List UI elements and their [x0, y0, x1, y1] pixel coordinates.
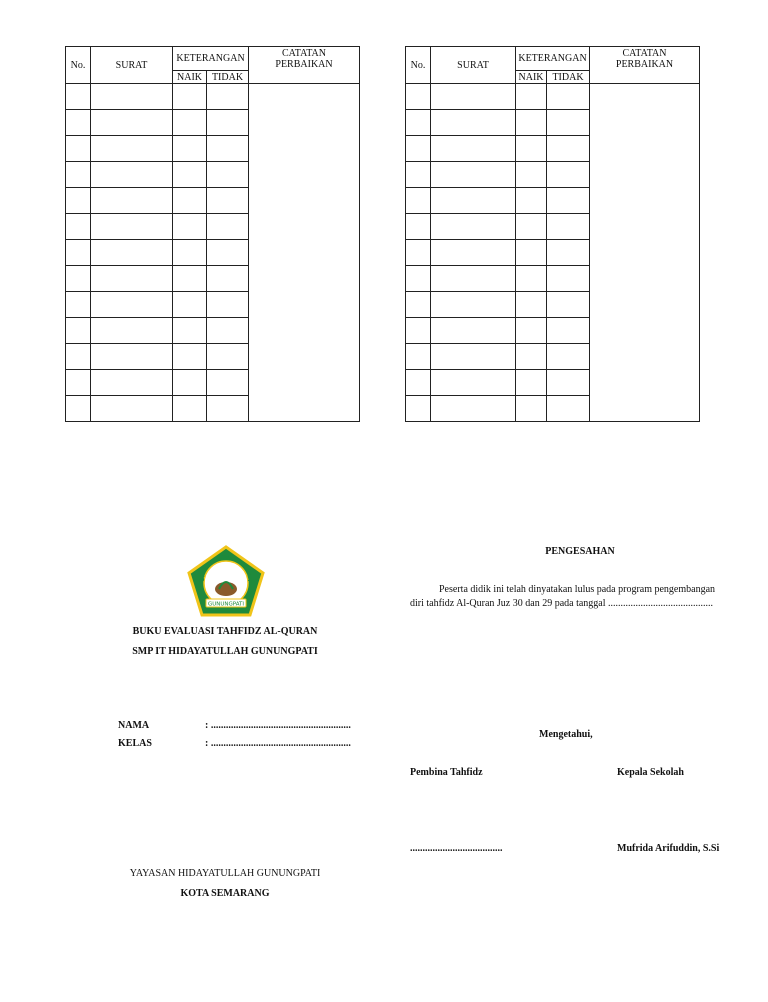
cell-naik[interactable]: [516, 370, 547, 396]
cell-naik[interactable]: [516, 266, 547, 292]
cell-tidak[interactable]: [207, 344, 249, 370]
cell-surat[interactable]: [91, 162, 173, 188]
header-tidak: TIDAK: [207, 71, 249, 84]
footer-line1: YAYASAN HIDAYATULLAH GUNUNGPATI: [129, 868, 321, 879]
cell-tidak[interactable]: [547, 292, 590, 318]
table-row: [406, 84, 700, 110]
logo-text-bottom: GUNUNGPATI: [207, 601, 245, 608]
cell-naik[interactable]: [516, 214, 547, 240]
cell-surat[interactable]: [431, 344, 516, 370]
cell-surat[interactable]: [431, 110, 516, 136]
cell-no[interactable]: [66, 396, 91, 422]
cover-title-line1: BUKU EVALUASI TAHFIDZ AL-QURAN: [132, 626, 318, 637]
cell-surat[interactable]: [91, 370, 173, 396]
cell-tidak[interactable]: [207, 292, 249, 318]
logo-text-top: SMP IT HIDAYATULLAH: [199, 554, 253, 582]
footer-line2: KOTA SEMARANG: [180, 888, 270, 899]
cell-no[interactable]: [406, 292, 431, 318]
cell-surat[interactable]: [431, 396, 516, 422]
cell-tidak[interactable]: [547, 188, 590, 214]
kelas-label: KELAS: [118, 738, 152, 749]
cell-no[interactable]: [406, 110, 431, 136]
header-naik: NAIK: [173, 71, 207, 84]
pengesahan-body-line2: diri tahfidz Al-Quran Juz 30 dan 29 pada tanggal ..........................................: [410, 598, 713, 609]
cover-title-line2: SMP IT HIDAYATULLAH GUNUNGPATI: [132, 646, 318, 657]
cell-naik[interactable]: [173, 266, 207, 292]
cell-tidak[interactable]: [207, 110, 249, 136]
cell-tidak[interactable]: [547, 214, 590, 240]
cell-no[interactable]: [406, 344, 431, 370]
cell-tidak[interactable]: [547, 84, 590, 110]
cell-naik[interactable]: [516, 110, 547, 136]
cell-naik[interactable]: [516, 344, 547, 370]
cell-surat[interactable]: [91, 292, 173, 318]
cell-naik[interactable]: [173, 292, 207, 318]
cell-tidak[interactable]: [207, 214, 249, 240]
header-keterangan: KETERANGAN: [173, 47, 249, 71]
cell-tidak[interactable]: [207, 240, 249, 266]
table-row: [66, 84, 360, 110]
cell-surat[interactable]: [431, 266, 516, 292]
cell-no[interactable]: [66, 214, 91, 240]
cell-no[interactable]: [66, 84, 91, 110]
cell-no[interactable]: [406, 240, 431, 266]
cell-naik[interactable]: [516, 396, 547, 422]
kepala-label: Kepala Sekolah: [617, 767, 684, 778]
header-catatan-line2: PERBAIKAN: [275, 59, 333, 70]
cell-tidak[interactable]: [547, 136, 590, 162]
cell-surat[interactable]: [431, 84, 516, 110]
pembina-signature-line[interactable]: .....................................: [410, 843, 503, 854]
cell-naik[interactable]: [516, 162, 547, 188]
cell-surat[interactable]: [431, 214, 516, 240]
cell-surat[interactable]: [431, 136, 516, 162]
kepala-name: Mufrida Arifuddin, S.Si: [617, 843, 720, 854]
cell-naik[interactable]: [173, 84, 207, 110]
evaluation-table-left: [65, 46, 360, 422]
cell-tidak[interactable]: [207, 162, 249, 188]
mengetahui-label: Mengetahui,: [539, 729, 593, 740]
cell-naik[interactable]: [516, 84, 547, 110]
header-no: No.: [66, 47, 91, 84]
cell-tidak[interactable]: [547, 344, 590, 370]
header-catatan-line1: CATATAN: [622, 48, 667, 59]
cell-tidak[interactable]: [547, 396, 590, 422]
cell-tidak[interactable]: [207, 396, 249, 422]
logo-emblem: [215, 582, 237, 596]
cell-surat[interactable]: [91, 188, 173, 214]
cell-tidak[interactable]: [207, 370, 249, 396]
cell-naik[interactable]: [173, 318, 207, 344]
cell-tidak[interactable]: [547, 266, 590, 292]
cell-no[interactable]: [406, 188, 431, 214]
pengesahan-body-line1: Peserta didik ini telah dinyatakan lulus pada program pengembangan: [439, 584, 716, 595]
cell-no[interactable]: [66, 318, 91, 344]
cell-tidak[interactable]: [207, 84, 249, 110]
cell-no[interactable]: [406, 84, 431, 110]
cell-surat[interactable]: [431, 240, 516, 266]
cell-no[interactable]: [66, 162, 91, 188]
cell-tidak[interactable]: [547, 240, 590, 266]
cell-surat[interactable]: [91, 84, 173, 110]
cell-surat[interactable]: [91, 344, 173, 370]
header-catatan: [249, 47, 360, 84]
pembina-label: Pembina Tahfidz: [410, 767, 483, 778]
cell-no[interactable]: [406, 214, 431, 240]
cell-tidak[interactable]: [547, 110, 590, 136]
header-catatan: [590, 47, 700, 84]
cell-naik[interactable]: [173, 344, 207, 370]
cell-no[interactable]: [406, 318, 431, 344]
header-catatan-line2: PERBAIKAN: [615, 59, 674, 70]
cell-naik[interactable]: [516, 240, 547, 266]
cell-no[interactable]: [406, 370, 431, 396]
cell-tidak[interactable]: [207, 318, 249, 344]
cell-surat[interactable]: [91, 214, 173, 240]
cell-naik[interactable]: [516, 136, 547, 162]
cell-no[interactable]: [406, 162, 431, 188]
cell-tidak[interactable]: [547, 162, 590, 188]
cell-naik[interactable]: [516, 292, 547, 318]
cell-tidak[interactable]: [207, 188, 249, 214]
cell-tidak[interactable]: [547, 370, 590, 396]
catatan-cell[interactable]: [249, 84, 360, 422]
cell-naik[interactable]: [173, 240, 207, 266]
evaluation-table-right: [405, 46, 700, 422]
cell-no[interactable]: [66, 370, 91, 396]
cell-surat[interactable]: [91, 110, 173, 136]
cell-naik[interactable]: [173, 136, 207, 162]
header-surat: SURAT: [91, 47, 173, 84]
header-catatan-line1: CATATAN: [282, 48, 326, 59]
cell-naik[interactable]: [173, 110, 207, 136]
cell-no[interactable]: [66, 344, 91, 370]
header-no: No.: [406, 47, 431, 84]
cell-naik[interactable]: [173, 214, 207, 240]
cell-no[interactable]: [406, 266, 431, 292]
cell-no[interactable]: [66, 188, 91, 214]
cell-naik[interactable]: [516, 188, 547, 214]
cell-naik[interactable]: [173, 396, 207, 422]
cell-naik[interactable]: [173, 188, 207, 214]
cell-naik[interactable]: [173, 370, 207, 396]
cell-naik[interactable]: [516, 318, 547, 344]
cell-surat[interactable]: [91, 136, 173, 162]
cell-tidak[interactable]: [547, 318, 590, 344]
cell-surat[interactable]: [431, 292, 516, 318]
cell-surat[interactable]: [91, 396, 173, 422]
cell-no[interactable]: [66, 266, 91, 292]
header-tidak: TIDAK: [547, 71, 590, 84]
cell-naik[interactable]: [173, 162, 207, 188]
cell-no[interactable]: [66, 136, 91, 162]
pengesahan-title: PENGESAHAN: [545, 546, 615, 557]
cell-tidak[interactable]: [207, 136, 249, 162]
cell-no[interactable]: [66, 110, 91, 136]
cell-no[interactable]: [66, 240, 91, 266]
cell-surat[interactable]: [91, 318, 173, 344]
cell-tidak[interactable]: [207, 266, 249, 292]
header-naik: NAIK: [516, 71, 547, 84]
cell-surat[interactable]: [431, 318, 516, 344]
cell-surat[interactable]: [431, 370, 516, 396]
cell-no[interactable]: [406, 396, 431, 422]
school-logo-icon: [186, 545, 266, 617]
cell-surat[interactable]: [91, 266, 173, 292]
catatan-cell[interactable]: [590, 84, 700, 422]
cell-surat[interactable]: [431, 188, 516, 214]
cell-no[interactable]: [406, 136, 431, 162]
nama-label: NAMA: [118, 720, 150, 731]
cell-surat[interactable]: [431, 162, 516, 188]
cell-no[interactable]: [66, 292, 91, 318]
nama-field[interactable]: : ........................................................: [205, 720, 351, 731]
header-surat: SURAT: [431, 47, 516, 84]
kelas-field[interactable]: : ........................................................: [205, 738, 351, 749]
header-keterangan: KETERANGAN: [516, 47, 590, 71]
cell-surat[interactable]: [91, 240, 173, 266]
